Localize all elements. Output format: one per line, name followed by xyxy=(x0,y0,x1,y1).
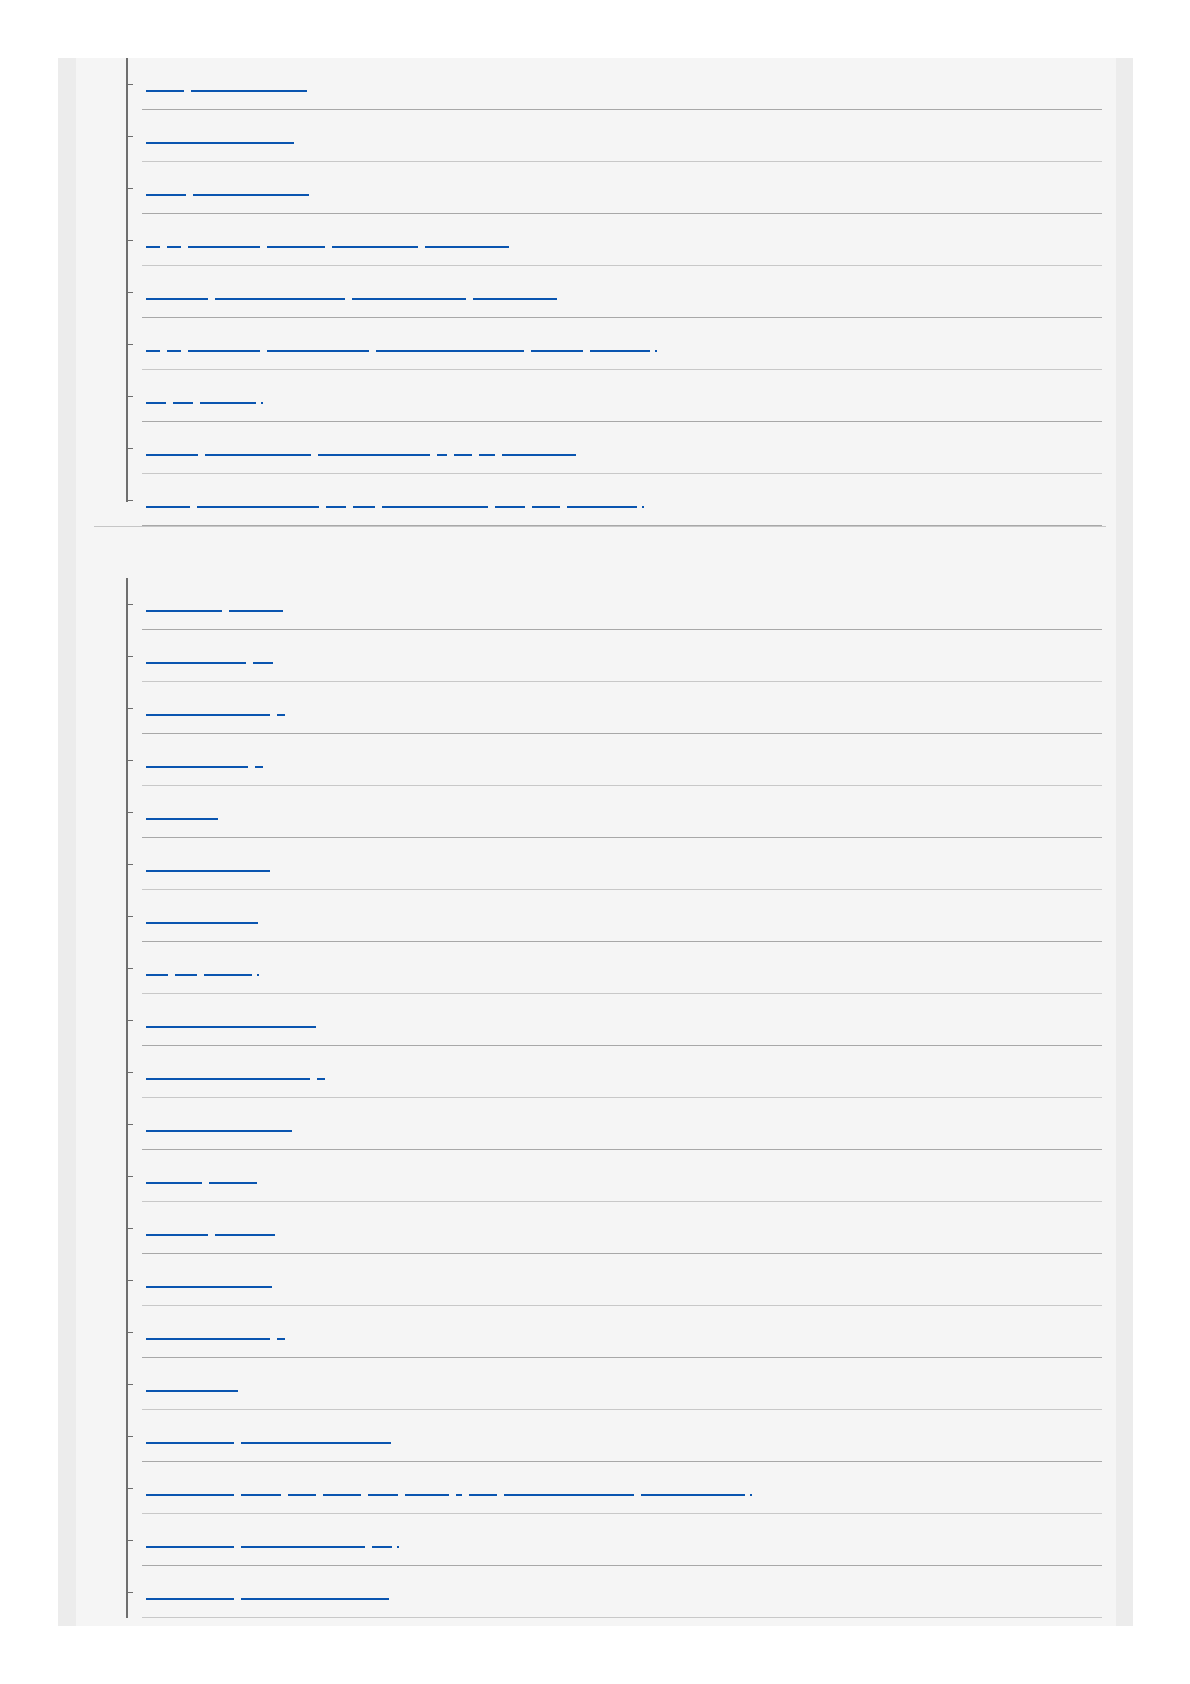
tree-link[interactable] xyxy=(146,848,270,874)
link-underline-segment xyxy=(253,662,273,664)
link-underline-segment xyxy=(146,298,208,300)
tree-row xyxy=(126,1358,1102,1410)
tree-link[interactable] xyxy=(146,1524,399,1550)
link-underline-segment xyxy=(146,974,168,976)
tree-link[interactable] xyxy=(146,224,509,250)
tree-row xyxy=(126,682,1102,734)
tree-row xyxy=(126,890,1102,942)
link-underline-segment xyxy=(204,974,252,976)
link-underline-segment xyxy=(352,298,466,300)
tree-row xyxy=(126,786,1102,838)
link-underline-segment xyxy=(146,1390,238,1392)
link-underline-segment xyxy=(277,1338,285,1340)
link-underline-segment xyxy=(473,298,557,300)
tree-link[interactable] xyxy=(146,276,557,302)
link-underline-segment xyxy=(323,1494,361,1496)
tree-branch-tick xyxy=(127,1540,133,1541)
link-underline-segment xyxy=(567,506,637,508)
link-underline-segment xyxy=(318,454,430,456)
tree-link[interactable] xyxy=(146,432,576,458)
tree-link[interactable] xyxy=(146,796,218,822)
tree-branch-tick xyxy=(127,396,133,397)
link-underline-segment xyxy=(532,506,560,508)
link-underline-segment xyxy=(332,246,418,248)
link-underline-segment xyxy=(167,246,181,248)
tree-link[interactable] xyxy=(146,1108,292,1134)
link-trailing-dot xyxy=(257,974,259,976)
tree-link[interactable] xyxy=(146,1368,238,1394)
tree-row xyxy=(126,266,1102,318)
tree-branch-tick xyxy=(127,604,133,605)
tree-link[interactable] xyxy=(146,1212,275,1238)
link-underline-segment xyxy=(479,454,495,456)
link-underline-segment xyxy=(173,402,193,404)
tree-branch-tick xyxy=(127,500,133,501)
link-underline-segment xyxy=(146,1286,272,1288)
link-trailing-dot xyxy=(261,402,263,404)
link-underline-segment xyxy=(368,1494,398,1496)
tree-link[interactable] xyxy=(146,68,307,94)
link-underline-segment xyxy=(255,766,263,768)
link-underline-segment xyxy=(146,1130,292,1132)
tree-branch-tick xyxy=(127,240,133,241)
link-underline-segment xyxy=(241,1598,389,1600)
link-underline-segment xyxy=(146,610,222,612)
tree-row xyxy=(126,1098,1102,1150)
link-underline-segment xyxy=(425,246,509,248)
tree-row xyxy=(126,318,1102,370)
link-underline-segment xyxy=(188,350,260,352)
tree-row xyxy=(126,1566,1102,1618)
tree-row xyxy=(126,994,1102,1046)
tree-link[interactable] xyxy=(146,1056,325,1082)
link-underline-segment xyxy=(146,870,270,872)
tree-branch-tick xyxy=(127,136,133,137)
link-underline-segment xyxy=(146,818,218,820)
link-underline-segment xyxy=(229,610,283,612)
link-underline-segment xyxy=(376,350,524,352)
tree-branch-tick xyxy=(127,1488,133,1489)
tree-branch-tick xyxy=(127,1384,133,1385)
link-underline-segment xyxy=(200,402,256,404)
tree-branch-tick xyxy=(127,760,133,761)
link-underline-segment xyxy=(197,506,319,508)
tree-row xyxy=(126,838,1102,890)
link-underline-segment xyxy=(454,454,472,456)
link-underline-segment xyxy=(146,454,198,456)
tree-branch-tick xyxy=(127,968,133,969)
tree-branch-tick xyxy=(127,292,133,293)
tree-row xyxy=(126,630,1102,682)
link-trailing-dot xyxy=(750,1494,752,1496)
tree-row xyxy=(126,214,1102,266)
tree-row xyxy=(126,162,1102,214)
tree-link[interactable] xyxy=(146,588,283,614)
row-divider xyxy=(142,1617,1102,1618)
tree-link[interactable] xyxy=(146,1472,752,1498)
tree-branch-tick xyxy=(127,1592,133,1593)
tree-branch-tick xyxy=(127,1436,133,1437)
tree-link[interactable] xyxy=(146,900,258,926)
tree-link[interactable] xyxy=(146,380,263,406)
link-underline-segment xyxy=(241,1442,391,1444)
tree-row xyxy=(126,1410,1102,1462)
tree-row xyxy=(126,110,1102,162)
tree-row xyxy=(126,1150,1102,1202)
link-underline-segment xyxy=(209,1182,257,1184)
tree-link[interactable] xyxy=(146,1004,316,1030)
tree-row xyxy=(126,942,1102,994)
link-underline-segment xyxy=(437,454,447,456)
tree-branch-tick xyxy=(127,1072,133,1073)
tree-link[interactable] xyxy=(146,1264,272,1290)
link-underline-segment xyxy=(146,1442,234,1444)
link-underline-segment xyxy=(146,1338,270,1340)
tree-link[interactable] xyxy=(146,744,263,770)
tree-branch-tick xyxy=(127,344,133,345)
tree-row xyxy=(126,1254,1102,1306)
tree-branch-tick xyxy=(127,1332,133,1333)
link-underline-segment xyxy=(531,350,583,352)
tree-row xyxy=(126,422,1102,474)
tree-link[interactable] xyxy=(146,1316,285,1342)
link-underline-segment xyxy=(277,714,285,716)
link-underline-segment xyxy=(241,1546,365,1548)
tree-branch-tick xyxy=(127,916,133,917)
tree-link[interactable] xyxy=(146,1576,389,1602)
tree-link[interactable] xyxy=(146,172,309,198)
link-trailing-dot xyxy=(397,1546,399,1548)
link-underline-segment xyxy=(146,1546,234,1548)
link-underline-segment xyxy=(146,90,184,92)
link-underline-segment xyxy=(456,1494,462,1496)
tree-link[interactable] xyxy=(146,952,259,978)
link-underline-segment xyxy=(317,1078,325,1080)
tree-branch-tick xyxy=(127,1124,133,1125)
link-underline-segment xyxy=(146,766,248,768)
link-underline-segment xyxy=(267,246,325,248)
link-underline-segment xyxy=(353,506,375,508)
tree-row xyxy=(126,1306,1102,1358)
link-underline-segment xyxy=(469,1494,497,1496)
link-underline-segment xyxy=(146,142,294,144)
link-underline-segment xyxy=(146,194,186,196)
link-underline-segment xyxy=(146,714,270,716)
link-underline-segment xyxy=(146,1598,234,1600)
link-underline-segment xyxy=(146,506,190,508)
link-underline-segment xyxy=(193,194,309,196)
tree-row xyxy=(126,370,1102,422)
link-underline-segment xyxy=(175,974,197,976)
tree-row xyxy=(126,474,1102,526)
link-underline-segment xyxy=(188,246,260,248)
link-trailing-dot xyxy=(642,506,644,508)
link-underline-segment xyxy=(372,1546,392,1548)
link-underline-segment xyxy=(590,350,650,352)
link-underline-segment xyxy=(502,454,576,456)
link-underline-segment xyxy=(146,1234,208,1236)
tree-link[interactable] xyxy=(146,1420,391,1446)
tree-link[interactable] xyxy=(146,120,294,146)
tree-link[interactable] xyxy=(146,484,644,510)
tree-link[interactable] xyxy=(146,640,273,666)
link-underline-segment xyxy=(382,506,488,508)
link-underline-segment xyxy=(215,1234,275,1236)
link-underline-segment xyxy=(146,402,166,404)
tree-branch-tick xyxy=(127,864,133,865)
link-underline-segment xyxy=(146,1494,234,1496)
link-underline-segment xyxy=(146,922,258,924)
link-underline-segment xyxy=(146,350,160,352)
link-underline-segment xyxy=(191,90,307,92)
link-underline-segment xyxy=(288,1494,316,1496)
tree-link[interactable] xyxy=(146,328,657,354)
link-underline-segment xyxy=(495,506,525,508)
tree-row xyxy=(126,1514,1102,1566)
tree-branch-tick xyxy=(127,656,133,657)
tree-row xyxy=(126,1046,1102,1098)
tree-branch-tick xyxy=(127,188,133,189)
link-underline-segment xyxy=(215,298,345,300)
link-underline-segment xyxy=(146,246,160,248)
link-underline-segment xyxy=(205,454,311,456)
tree-branch-tick xyxy=(127,1280,133,1281)
tree-branch-tick xyxy=(127,812,133,813)
link-underline-segment xyxy=(504,1494,634,1496)
link-underline-segment xyxy=(146,1078,310,1080)
tree-branch-tick xyxy=(127,1020,133,1021)
tree-branch-tick xyxy=(127,84,133,85)
link-underline-segment xyxy=(267,350,369,352)
tree-link[interactable] xyxy=(146,1160,257,1186)
link-underline-segment xyxy=(405,1494,449,1496)
tree-branch-tick xyxy=(127,448,133,449)
tree-branch-tick xyxy=(127,1228,133,1229)
tree-link[interactable] xyxy=(146,692,285,718)
section-divider xyxy=(94,526,1106,527)
tree-row xyxy=(126,578,1102,630)
tree-branch-tick xyxy=(127,708,133,709)
link-trailing-dot xyxy=(655,350,657,352)
tree-branch-tick xyxy=(127,1176,133,1177)
link-underline-segment xyxy=(241,1494,281,1496)
tree-row xyxy=(126,734,1102,786)
link-underline-segment xyxy=(146,662,246,664)
link-underline-segment xyxy=(326,506,346,508)
tree-row xyxy=(126,1462,1102,1514)
link-underline-segment xyxy=(146,1026,316,1028)
tree-row xyxy=(126,1202,1102,1254)
link-underline-segment xyxy=(146,1182,202,1184)
tree-row xyxy=(126,58,1102,110)
link-underline-segment xyxy=(167,350,181,352)
link-underline-segment xyxy=(641,1494,745,1496)
